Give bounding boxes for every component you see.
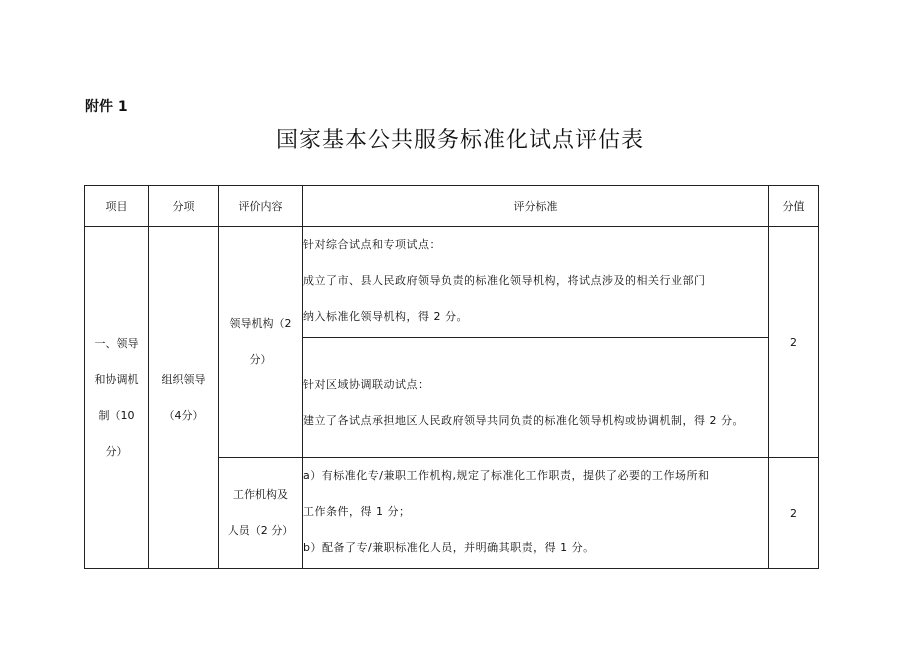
content-line: 人员（2 分）: [227, 524, 294, 537]
item-line: 一、领导: [94, 336, 139, 350]
item-line: 分）: [105, 444, 128, 458]
subitem-line: （4分）: [163, 408, 204, 422]
item-line: 制（10: [98, 408, 135, 422]
table-row: [85, 227, 819, 338]
header-row: [85, 186, 819, 227]
score-cell: 2: [769, 227, 819, 458]
criteria-line: 建立了各试点承担地区人民政府领导共同负责的标准化领导机构或协调机制，得 2 分。: [303, 413, 744, 427]
criteria-cell: [303, 227, 769, 338]
header-subitem: 分项: [149, 186, 219, 227]
evaluation-table: [84, 185, 819, 569]
item-cell: [85, 227, 149, 569]
criteria-line: a）有标准化专/兼职工作机构,规定了标准化工作职责，提供了必要的工作场所和: [303, 469, 710, 482]
criteria-cell: [303, 458, 769, 569]
item-line: 和协调机: [94, 372, 139, 386]
score-cell: 2: [769, 458, 819, 569]
header-item: 项目: [85, 186, 149, 227]
content-line: 领导机构（2: [229, 317, 292, 330]
content-cell: [219, 227, 303, 458]
subitem-cell: [149, 227, 219, 569]
subitem-line: 组织领导: [161, 372, 206, 386]
content-line: 分）: [249, 353, 272, 366]
annex-label: 附件 1: [85, 99, 128, 115]
content-line: 工作机构及: [233, 488, 288, 501]
criteria-cell: [303, 338, 769, 458]
criteria-line: 工作条件，得 1 分；: [303, 505, 411, 518]
criteria-line: 针对综合试点和专项试点：: [303, 238, 441, 251]
content-cell: [219, 458, 303, 569]
criteria-line: b）配备了专/兼职标准化人员，并明确其职责，得 1 分。: [303, 541, 595, 554]
criteria-line: 纳入标准化领导机构，得 2 分。: [303, 310, 468, 323]
page-title: 国家基本公共服务标准化试点评估表: [275, 128, 644, 153]
header-criteria: 评分标准: [303, 186, 769, 227]
criteria-line: 针对区域协调联动试点：: [303, 377, 430, 391]
criteria-line: 成立了市、县人民政府领导负责的标准化领导机构，将试点涉及的相关行业部门: [303, 274, 706, 287]
header-content: 评价内容: [219, 186, 303, 227]
header-score: 分值: [769, 186, 819, 227]
